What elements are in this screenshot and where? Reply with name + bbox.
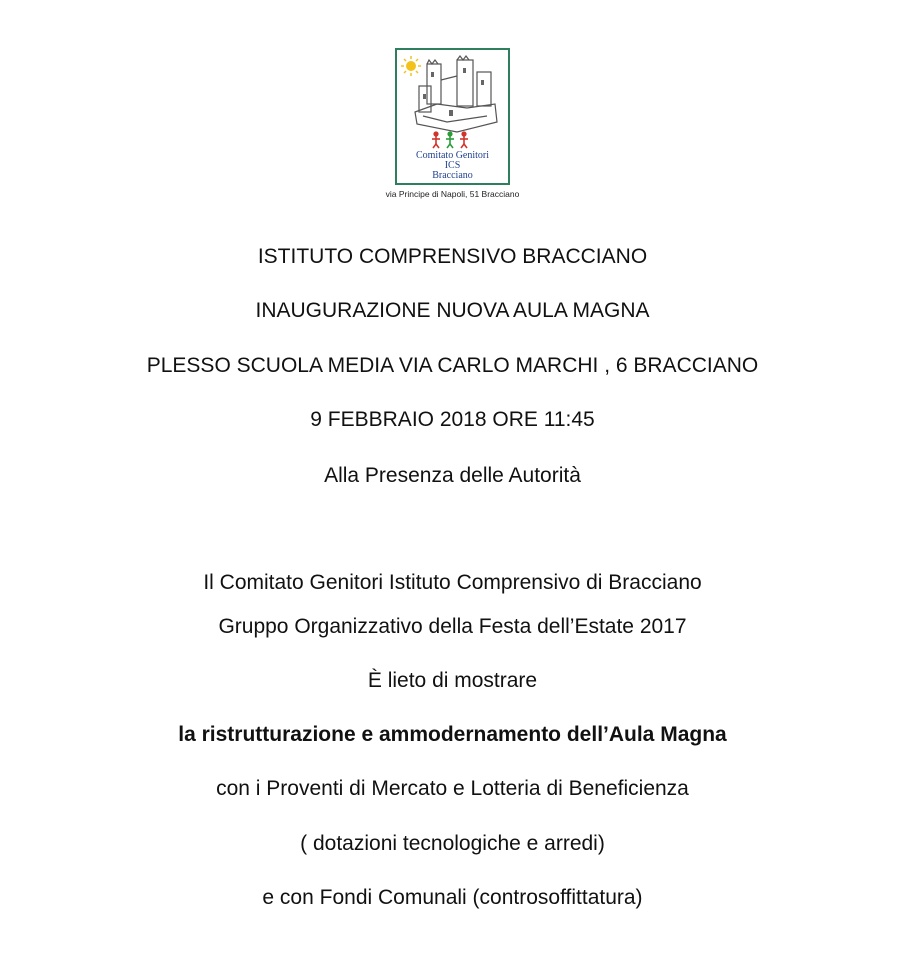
logo-title: Comitato Genitori xyxy=(415,150,490,161)
organizer-line: Il Comitato Genitori Istituto Comprensivo di Bracciano xyxy=(203,571,702,594)
funding-line: con i Proventi di Mercato e Lotteria di Beneficienza xyxy=(216,777,689,800)
organizer-group: Gruppo Organizzativo della Festa dell’Estate 2017 xyxy=(218,615,687,638)
announcement-line: È lieto di mostrare xyxy=(367,669,538,692)
logo-subtitle: ICS xyxy=(444,160,461,171)
children-figures-icon xyxy=(432,132,468,148)
logo-town: Bracciano xyxy=(432,170,473,181)
equipment-note: ( dotazioni tecnologiche e arredi) xyxy=(300,832,605,855)
event-guests: Alla Presenza delle Autorità xyxy=(324,464,581,487)
committee-logo xyxy=(395,48,510,185)
event-title: INAUGURAZIONE NUOVA AULA MAGNA xyxy=(255,299,650,322)
committee-address: via Principe di Napoli, 51 Bracciano xyxy=(385,189,520,199)
school-name: ISTITUTO COMPRENSIVO BRACCIANO xyxy=(257,245,648,268)
renovation-highlight: la ristrutturazione e ammodernamento dell’Aula Magna xyxy=(178,723,727,746)
event-date: 9 FEBBRAIO 2018 ORE 11:45 xyxy=(310,408,595,431)
castle-icon xyxy=(397,50,508,150)
sun-icon xyxy=(401,56,421,76)
municipal-funds-line: e con Fondi Comunali (controsoffittatura) xyxy=(262,886,643,909)
event-location: PLESSO SCUOLA MEDIA VIA CARLO MARCHI , 6 BRACCIANO xyxy=(146,354,759,377)
